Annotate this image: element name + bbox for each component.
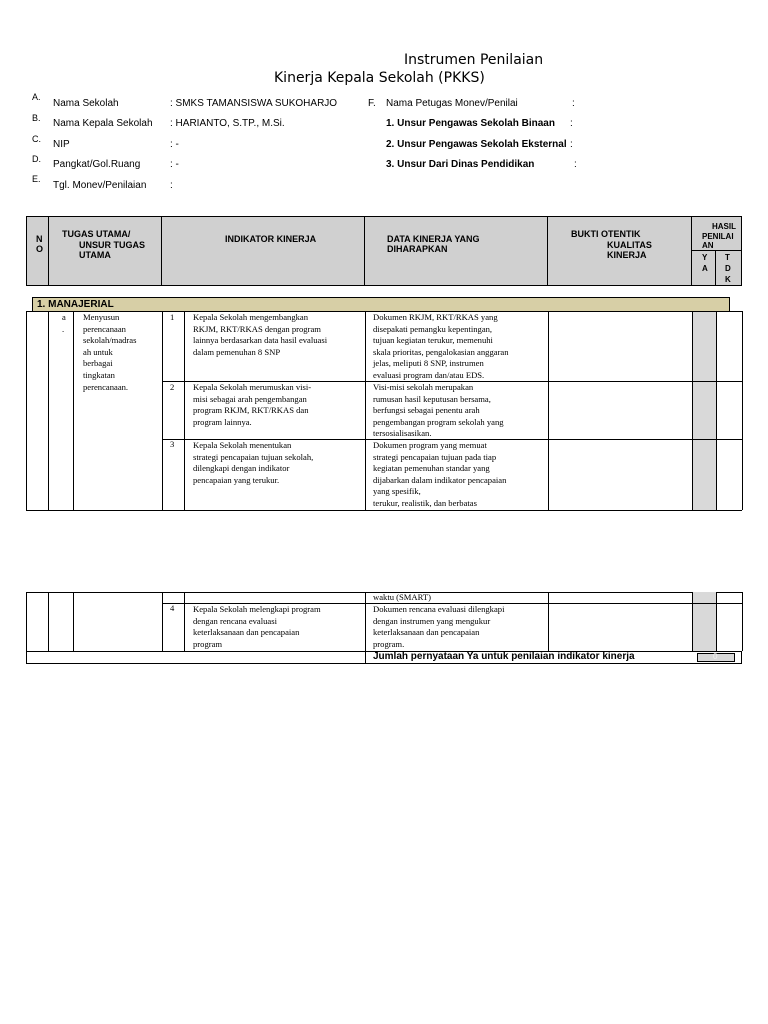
section-manajerial: 1. MANAJERIAL xyxy=(32,297,730,312)
title-line-2: Kinerja Kepala Sekolah (PKKS) xyxy=(274,70,485,86)
row-2-data-kinerja: Visi-misi sekolah merupakan rumusan hasil keputusan bersama, berfungsi sebagai penentu arah pengembangan program sekolah yang tersosialisasikan. xyxy=(373,382,504,439)
row-1-indikator: Kepala Sekolah mengembangkan RKJM, RKT/RKAS dengan program lainnya berdasarkan data hasil evaluasi dalam pemenuhan 8 SNP xyxy=(193,312,328,357)
table-header xyxy=(26,216,742,286)
total-value: 0 xyxy=(713,652,718,661)
value-tgl-monev: : xyxy=(170,180,173,191)
row-4-indikator: Kepala Sekolah melengkapi program dengan rencana evaluasi keterlaksanaan dan pencapaian program xyxy=(193,604,321,649)
row-2-number: 2 xyxy=(170,382,175,392)
label-unsur-dinas: 3. Unsur Dari Dinas Pendidikan xyxy=(386,159,535,170)
total-label: Jumlah pernyataan Ya untuk penilaian indikator kinerja xyxy=(373,651,635,662)
letter-c: C. xyxy=(32,134,41,144)
value-pangkat: : - xyxy=(170,159,179,170)
row-3-data-kinerja: Dokumen program yang memuat strategi pencapaian tujuan pada tiap kegiatan pemenuhan standar yang dijabarkan dalam indikator pencapaian yang spesifik, terukur, realistik, dan berbatas xyxy=(373,440,507,508)
row-3-data-continuation: waktu (SMART) xyxy=(373,592,431,602)
total-value-box xyxy=(697,653,735,662)
row-3-indikator: Kepala Sekolah menentukan strategi pencapaian tujuan sekolah, dilengkapi dengan indikator pencapaian yang terukur. xyxy=(193,440,314,485)
header-tdk: T xyxy=(725,253,730,262)
row-2-indikator: Kepala Sekolah merumuskan visi- misi sebagai arah pengembangan program RKJM, RKT/RKAS dan program lainnya. xyxy=(193,382,312,427)
row-3-number: 3 xyxy=(170,439,175,449)
label-tgl-monev: Tgl. Monev/Penilaian xyxy=(53,180,147,191)
colon-nama-petugas: : xyxy=(572,98,575,109)
table-block-1 xyxy=(26,311,742,511)
letter-f: F. xyxy=(368,98,376,109)
letter-b: B. xyxy=(32,113,41,123)
header-no: N O xyxy=(27,217,49,285)
value-nama-sekolah: : SMKS TAMANSISWA SUKOHARJO xyxy=(170,98,338,109)
row-4-data-kinerja: Dokumen rencana evaluasi dilengkapi dengan instrumen yang mengukur keterlaksanaan dan pencapaian program. xyxy=(373,604,505,649)
row-4-number: 4 xyxy=(170,603,175,613)
header-hasil-penilaian: HASIL PENILAI AN Y A T D K xyxy=(692,217,741,285)
label-nama-kepala-sekolah: Nama Kepala Sekolah xyxy=(53,118,153,129)
row-1-number: 1 xyxy=(170,312,175,322)
header-data-kinerja: DATA KINERJA YANG DIHARAPKAN xyxy=(365,217,548,285)
label-nama-sekolah: Nama Sekolah xyxy=(53,98,119,109)
letter-e: E. xyxy=(32,174,41,184)
row-1-data-kinerja: Dokumen RKJM, RKT/RKAS yang disepakati pemangku kepentingan, tujuan kegiatan terukur, memenuhi skala prioritas, pengalokasian anggaran jelas, meliputi 8 SNP, instrumen evaluasi program dan/atau EDS. xyxy=(373,312,509,380)
value-nip: : - xyxy=(170,139,179,150)
letter-a: A. xyxy=(32,92,41,102)
title-line-1: Instrumen Penilaian xyxy=(404,52,544,68)
header-indikator-kinerja: INDIKATOR KINERJA xyxy=(162,217,365,285)
colon-unsur-dinas: : xyxy=(574,159,577,170)
tugas-sub-letter: a . xyxy=(62,312,66,334)
total-row xyxy=(26,651,742,664)
label-unsur-binaan: 1. Unsur Pengawas Sekolah Binaan xyxy=(386,118,555,129)
header-bukti-otentik: BUKTI OTENTIK KUALITAS KINERJA xyxy=(548,217,692,285)
label-unsur-eksternal: 2. Unsur Pengawas Sekolah Eksternal xyxy=(386,139,567,150)
colon-unsur-eksternal: : xyxy=(570,139,573,150)
value-nama-kepala-sekolah: : HARIANTO, S.TP., M.Si. xyxy=(170,118,285,129)
label-nip: NIP xyxy=(53,139,70,150)
header-ya: Y xyxy=(702,253,708,262)
table-block-2 xyxy=(26,592,742,652)
letter-d: D. xyxy=(32,154,41,164)
header-tugas-utama: TUGAS UTAMA/ UNSUR TUGAS UTAMA xyxy=(49,217,162,285)
tugas-utama-text: Menyusun perencanaan sekolah/madras ah untuk berbagai tingkatan perencanaan. xyxy=(83,312,137,392)
label-pangkat: Pangkat/Gol.Ruang xyxy=(53,159,141,170)
label-nama-petugas: Nama Petugas Monev/Penilai xyxy=(386,98,518,109)
colon-unsur-binaan: : xyxy=(570,118,573,129)
